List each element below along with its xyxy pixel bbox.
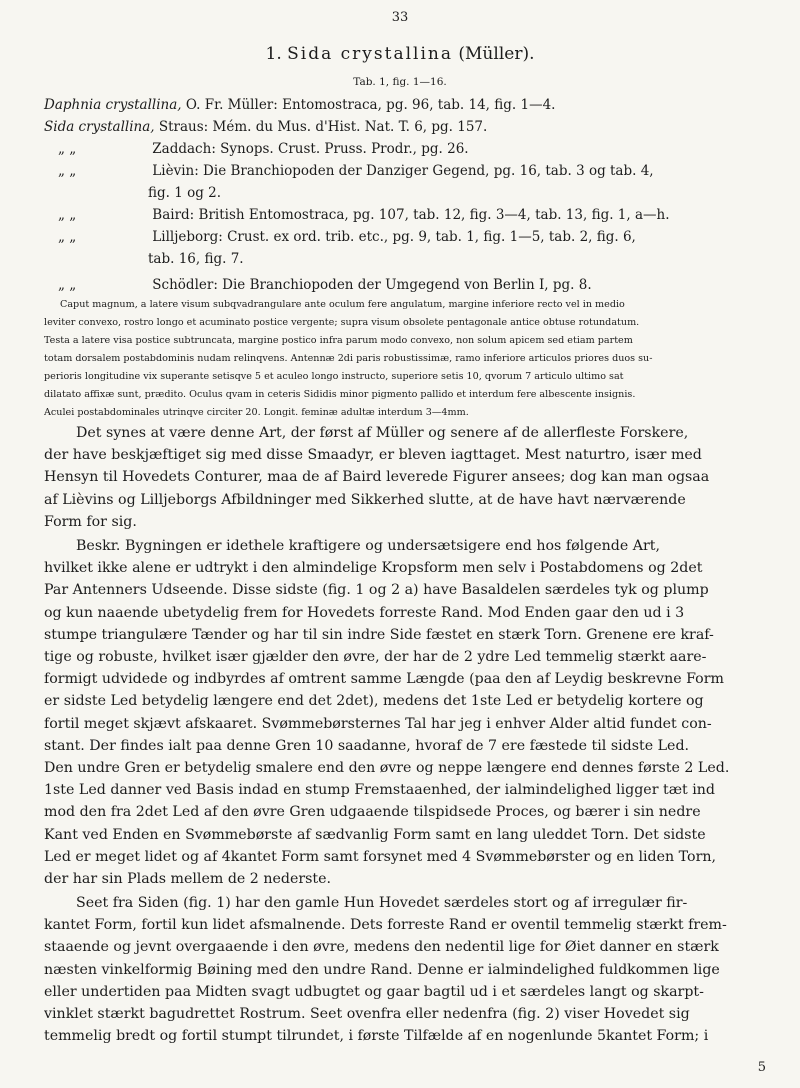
text-line: vinklet stærkt bagudrettet Rostrum. Seet ovenfra eller nedenfra (fig. 2) viser Hovedet sig <box>44 1006 690 1023</box>
text-line: er sidste Led betydelig længere end det 2det), medens det 1ste Led er betydelig kortere og <box>44 693 704 710</box>
paragraph-head <box>44 892 766 1047</box>
ditto-marks: „ „ <box>58 229 77 245</box>
text-line: mod den fra 2det Led af den øvre Gren udgaaende tilspidsede Proces, og bærer i sin nedre <box>44 804 701 821</box>
diagnosis-line: dilatato affixæ sunt, prædito. Oculus qvam in ceteris Sididis minor pigmento pallido et interdum fere albescente insignis. <box>44 389 636 400</box>
synonym-continuation: tab. 16, fig. 7. <box>148 251 244 267</box>
text-line: Seet fra Siden (fig. 1) har den gamle Hun Hovedet særdeles stort og af irregulær fir- <box>76 895 688 911</box>
diagnosis-line: totam dorsalem postabdominis nudam relinqvens. Antennæ 2di paris robustissimæ, ramo inferiore articulos priores duos su- <box>44 353 653 364</box>
text-line: og kun naaende ubetydelig frem for Hovedets forreste Rand. Mod Enden gaar den ud i 3 <box>44 604 685 621</box>
paragraph-intro <box>44 422 766 533</box>
species-author: (Müller). <box>458 44 535 64</box>
text-line: tige og robuste, hvilket især gjælder den øvre, der har de 2 ydre Led temmelig stærkt aare- <box>44 649 707 666</box>
ditto-marks: „ „ <box>58 141 77 157</box>
synonym-citation: Lilljeborg: Crust. ex ord. trib. etc., pg. 9, tab. 1, fig. 1—5, tab. 2, fig. 6, <box>152 229 636 245</box>
synonym-entry <box>44 116 774 138</box>
synonym-citation: Schödler: Die Branchiopoden der Umgegend von Berlin I, pg. 8. <box>152 277 592 293</box>
species-number: 1. <box>265 44 282 64</box>
synonym-entry <box>44 94 774 116</box>
text-line: 1ste Led danner ved Basis indad en stump Fremstaaenhed, der ialmindelighed ligger tæt ind <box>44 782 716 799</box>
text-line: formigt udvidede og indbyrdes af omtrent samme Længde (paa den af Leydig beskrevne Form <box>44 671 724 688</box>
page-number: 33 <box>391 10 409 25</box>
ditto-marks: „ „ <box>58 163 77 179</box>
synonym-citation: Zaddach: Synops. Crust. Pruss. Prodr., pg. 26. <box>152 141 469 157</box>
text-line: kantet Form, fortil kun lidet afsmalnende. Dets forreste Rand er oventil temmelig stærkt frem- <box>44 917 727 934</box>
text-line: Det synes at være denne Art, der først af Müller og senere af de allerfleste Forskere, <box>76 425 689 441</box>
plate-reference: Tab. 1, fig. 1—16. <box>353 76 447 88</box>
synonym-entry <box>44 204 774 226</box>
diagnosis-line: Aculei postabdominales utrinqve circiter 20. Longit. feminæ adultæ interdum 3—4mm. <box>44 407 469 418</box>
text-line: temmelig bredt og fortil stumpt tilrundet, i første Tilfælde af en nogenlunde 5kantet Form; i <box>44 1028 709 1045</box>
text-line: Led er meget lidet og af 4kantet Form samt forsynet med 4 Svømmebørster og en liden Torn, <box>44 848 716 865</box>
diagnosis-line: leviter convexo, rostro longo et acuminato postice vergente; supra visum obsolete pentagonale antice obtuse rotundatum. <box>44 317 640 328</box>
text-line: af Lièvins og Lilljeborgs Afbildninger med Sikkerhed slutte, at de have havt nærværende <box>44 491 686 508</box>
synonym-genus: Daphnia crystallina, <box>44 97 182 113</box>
text-line: Kant ved Enden en Svømmebørste af sædvanlig Form samt en lang uleddet Torn. Det sidste <box>44 826 706 843</box>
latin-diagnosis <box>44 296 764 422</box>
text-line: fortil meget skjævt afskaaret. Svømmebørsternes Tal har jeg i enhver Alder altid fundet con- <box>44 715 712 732</box>
text-line: der har sin Plads mellem de 2 nederste. <box>44 871 332 888</box>
text-line: Form for sig. <box>44 513 137 530</box>
paragraph-description <box>44 535 766 890</box>
text-line: næsten vinkelformig Bøining med den undre Rand. Denne er ialmindelighed fuldkommen lige <box>44 961 720 978</box>
species-heading <box>0 44 800 64</box>
species-name: Sida crystallina <box>287 44 453 64</box>
synonym-entry <box>44 274 774 296</box>
synonym-citation: O. Fr. Müller: Entomostraca, pg. 96, tab. 14, fig. 1—4. <box>185 97 556 113</box>
synonym-citation: Straus: Mém. du Mus. d'Hist. Nat. T. 6, pg. 157. <box>158 119 488 135</box>
text-line: Den undre Gren er betydelig smalere end den øvre og neppe længere end dennes første 2 Led. <box>44 760 730 777</box>
ditto-marks: „ „ <box>58 207 77 223</box>
text-line: eller undertiden paa Midten svagt udbugtet og gaar bagtil ud i et særdeles langt og skarpt- <box>44 983 704 1000</box>
text-line: hvilket ikke alene er udtrykt i den almindelige Kropsform men selv i Postabdomens og 2det <box>44 560 703 577</box>
synonym-entry <box>44 160 774 182</box>
text-line: der have beskjæftiget sig med disse Smaadyr, er bleven iagttaget. Mest naturtro, især med <box>44 447 702 464</box>
diagnosis-line: Caput magnum, a latere visum subqvadrangulare ante oculum fere angulatum, margine inferiore recto vel in medio <box>60 299 625 310</box>
diagnosis-line: Testa a latere visa postice subtruncata, margine postico infra parum modo convexo, non solum apicem sed etiam partem <box>44 335 633 346</box>
text-line: Beskr. Bygningen er idethele kraftigere og undersætsigere end hos følgende Art, <box>76 538 661 554</box>
ditto-marks: „ „ <box>58 277 77 293</box>
text-line: stant. Der findes ialt paa denne Gren 10 saadanne, hvoraf de 7 ere fæstede til sidste Led. <box>44 737 690 754</box>
text-line: Par Antenners Udseende. Disse sidste (fig. 1 og 2 a) have Basaldelen særdeles tyk og plump <box>44 582 709 599</box>
synonym-citation: Baird: British Entomostraca, pg. 107, tab. 12, fig. 3—4, tab. 13, fig. 1, a—h. <box>152 207 670 223</box>
text-line: staaende og jevnt overgaaende i den øvre, medens den nedentil lige for Øiet danner en stærk <box>44 939 719 956</box>
synonym-citation: Lièvin: Die Branchiopoden der Danziger Gegend, pg. 16, tab. 3 og tab. 4, <box>152 163 654 179</box>
synonym-entry <box>44 226 774 248</box>
synonym-entry <box>44 138 774 160</box>
signature-mark: 5 <box>757 1060 766 1075</box>
synonym-genus: Sida crystallina, <box>44 119 155 135</box>
text-line: stumpe triangulære Tænder og har til sin indre Side fæstet en stærk Torn. Grenene ere kraf- <box>44 626 714 643</box>
synonym-continuation: fig. 1 og 2. <box>148 185 222 201</box>
text-line: Hensyn til Hovedets Conturer, maa de af Baird leverede Figurer ansees; dog kan man ogsaa <box>44 469 710 486</box>
diagnosis-line: perioris longitudine vix superante setisqve 5 et aculeo longo instructo, superiore setis 10, qvorum 7 articulo ultimo sat <box>44 371 624 382</box>
